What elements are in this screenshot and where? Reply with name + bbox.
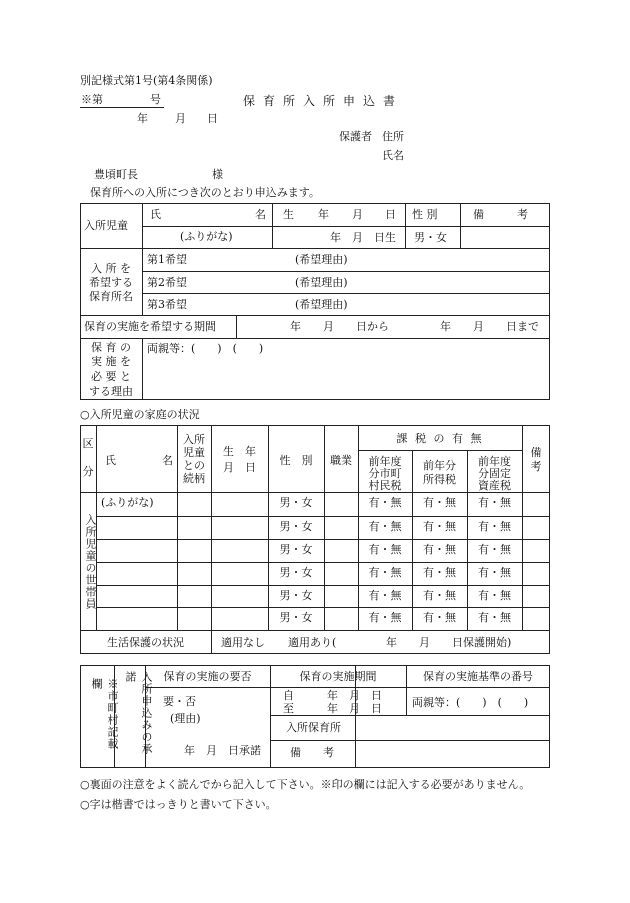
office-side-label: ※市町村記載欄 xyxy=(90,678,119,750)
birth-head-3: 日 xyxy=(385,208,396,221)
date-day: 日 xyxy=(207,112,218,125)
welfare-applied: 適用あり( xyxy=(288,636,337,649)
household-side-label: 入所児童の世帯員 xyxy=(84,514,97,610)
col-job: 職業 xyxy=(330,454,352,467)
approve-date: 年 月 日承諾 xyxy=(184,744,261,757)
birth-head-0: 生 xyxy=(283,208,294,221)
tax-col3-2: 分固定 xyxy=(478,467,511,480)
child-sex-value: 男・女 xyxy=(414,231,447,244)
period-head: 保育の実施期間 xyxy=(299,670,377,683)
child-name-left: 氏 xyxy=(150,208,161,221)
row-tax-income: 有・無 xyxy=(423,611,456,624)
row-sex: 男・女 xyxy=(279,589,313,602)
form-reference: 別記様式第1号(第4条関係) xyxy=(80,74,213,87)
welfare-label: 生活保護の状況 xyxy=(107,636,184,649)
child-name-right: 名 xyxy=(255,208,266,221)
col-birth-1: 生 年 xyxy=(223,445,256,458)
addressee: 豊頃町長 xyxy=(94,168,138,181)
col-name-left: 氏 xyxy=(105,454,116,467)
note-2: ○字は楷書ではっきりと書いて下さい。 xyxy=(80,798,277,811)
need-head: 保育の実施の要否 xyxy=(163,670,252,683)
welfare-none: 適用なし xyxy=(221,636,265,649)
col-relation-2: 児童 xyxy=(183,446,205,459)
row-sex: 男・女 xyxy=(279,520,313,533)
row-sex: 男・女 xyxy=(279,543,313,556)
col-remarks-1: 備 xyxy=(530,446,542,459)
number-suffix: 号 xyxy=(150,93,161,106)
nursery-label: 入所保育所 xyxy=(286,721,341,734)
col-relation-1: 入所 xyxy=(183,433,205,446)
receipt-number-field xyxy=(80,91,164,108)
row-sex: 男・女 xyxy=(279,566,313,579)
number-prefix: ※第 xyxy=(81,93,103,106)
note-1: ○裏面の注意をよく読んでから記入して下さい。※印の欄には記入する必要がありません。 xyxy=(80,778,531,791)
row-sex: 男・女 xyxy=(279,496,313,509)
col-relation-3: との xyxy=(183,459,205,472)
guardian-label: 保護者 xyxy=(339,130,372,143)
wish-label-1: 入 所 を xyxy=(91,262,131,275)
row-sex: 男・女 xyxy=(279,611,313,624)
row-tax-municipal: 有・無 xyxy=(368,611,402,624)
tax-col2-1: 前年分 xyxy=(423,459,456,472)
date-month: 月 xyxy=(175,112,186,125)
row-tax-municipal: 有・無 xyxy=(368,589,402,602)
wish-2: 第2希望 xyxy=(147,276,187,289)
wish-3: 第3希望 xyxy=(147,298,187,311)
address-label: 住所 xyxy=(382,130,404,143)
child-section-label: 入所児童 xyxy=(84,219,128,232)
period-to: 年 月 日まで xyxy=(440,320,539,333)
row-tax-income: 有・無 xyxy=(423,589,456,602)
period-label: 保育の実施を希望する期間 xyxy=(84,320,216,333)
wish-1: 第1希望 xyxy=(147,253,187,266)
col-name-right: 名 xyxy=(162,454,173,467)
child-remarks-head: 備 考 xyxy=(473,208,528,221)
intro-text: 保育所への入所につき次のとおり申込みます。 xyxy=(90,186,320,199)
period-from-office: 自 年 月 日 xyxy=(283,689,382,702)
standard-value: 両親等：( ) ( ) xyxy=(412,696,529,709)
period-from: 年 月 日から xyxy=(290,320,389,333)
need-value: 要・否 xyxy=(163,695,196,708)
honorific: 様 xyxy=(212,168,223,181)
reason-parents: 両親等：( ) ( ) xyxy=(147,342,264,355)
row-tax-property: 有・無 xyxy=(478,611,511,624)
col-sex: 性 別 xyxy=(279,454,313,467)
name-label: 氏名 xyxy=(382,149,404,162)
family-furigana: (ふりがな) xyxy=(101,496,154,509)
page-title: 保育所入所申込書 xyxy=(243,94,404,108)
need-reason: (理由) xyxy=(170,712,201,725)
tax-col1-1: 前年度 xyxy=(368,455,402,468)
tax-head: 課 税 の 有 無 xyxy=(396,432,484,445)
tax-col2-2: 所得税 xyxy=(423,473,456,486)
reason-label-4: する理由 xyxy=(89,385,133,398)
standard-head: 保育の実施基準の番号 xyxy=(423,670,533,683)
child-sex-head: 性 別 xyxy=(412,208,438,221)
row-tax-property: 有・無 xyxy=(478,496,511,509)
row-tax-municipal: 有・無 xyxy=(368,543,402,556)
birth-head-1: 年 xyxy=(318,208,329,221)
col-remarks-2: 考 xyxy=(530,460,542,473)
row-tax-municipal: 有・無 xyxy=(368,496,402,509)
row-tax-property: 有・無 xyxy=(478,566,511,579)
row-tax-municipal: 有・無 xyxy=(368,520,402,533)
tax-col1-2: 分市町 xyxy=(368,467,402,480)
row-tax-property: 有・無 xyxy=(478,520,511,533)
row-tax-income: 有・無 xyxy=(423,566,456,579)
reason-label-3: 必 要 と xyxy=(91,370,131,383)
wish-reason-3: (希望理由) xyxy=(295,298,348,311)
tax-col1-3: 村民税 xyxy=(368,479,402,492)
office-remarks-label: 備 考 xyxy=(290,746,334,759)
wish-reason-2: (希望理由) xyxy=(295,276,348,289)
row-tax-income: 有・無 xyxy=(423,543,456,556)
approval-label: 入所申込みの承諾 xyxy=(124,671,153,755)
row-tax-property: 有・無 xyxy=(478,543,511,556)
col-kubun-1: 区 xyxy=(82,437,94,450)
col-birth-2: 月 日 xyxy=(223,461,256,474)
birth-head-2: 月 xyxy=(352,208,363,221)
tax-col3-3: 資産税 xyxy=(478,479,511,492)
tax-col3-1: 前年度 xyxy=(478,455,511,468)
child-birth-value: 年 月 日生 xyxy=(330,231,396,244)
date-year: 年 xyxy=(137,112,148,125)
row-tax-income: 有・無 xyxy=(423,496,456,509)
col-kubun-2: 分 xyxy=(82,465,94,478)
family-heading: ○入所児童の家庭の状況 xyxy=(80,408,200,421)
wish-label-2: 希望する xyxy=(89,276,133,289)
wish-reason-1: (希望理由) xyxy=(295,253,348,266)
reason-label-2: 実 施 を xyxy=(91,355,131,368)
welfare-date: 年 月 日保護開始) xyxy=(386,636,512,649)
reason-label-1: 保 育 の xyxy=(91,341,131,354)
child-furigana: (ふりがな) xyxy=(180,230,233,243)
row-tax-property: 有・無 xyxy=(478,589,511,602)
wish-label-3: 保育所名 xyxy=(89,290,133,303)
row-tax-municipal: 有・無 xyxy=(368,566,402,579)
col-relation-4: 続柄 xyxy=(183,472,205,485)
period-to-office: 至 年 月 日 xyxy=(283,702,382,715)
row-tax-income: 有・無 xyxy=(423,520,456,533)
